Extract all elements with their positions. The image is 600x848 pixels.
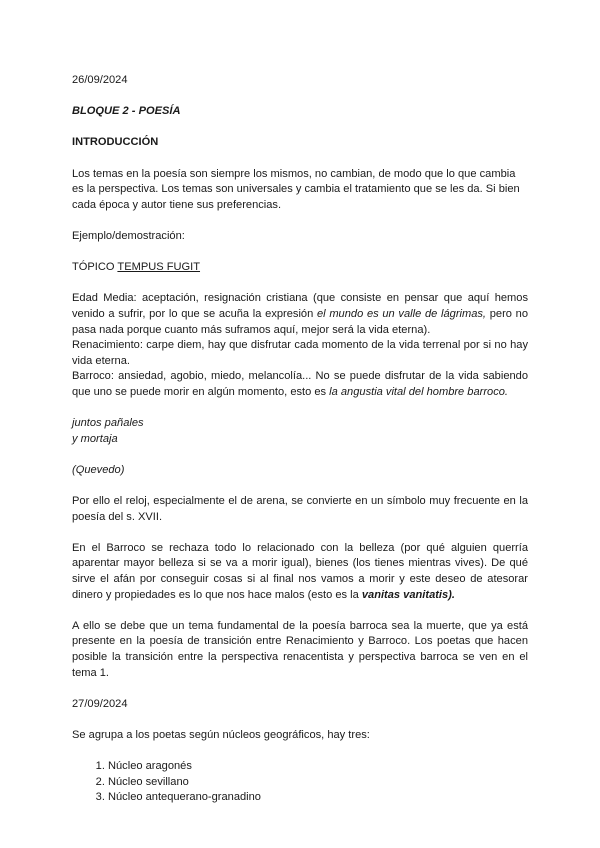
muerte-paragraph: A ello se debe que un tema fundamental de la poesía barroca sea la muerte, que ya está presente en la poesía de transición entre Renacimiento y Barroco. Los poetas que hacen posible la transición entre la perspectiva renacentista y perspectiva barroca se ven en el tema 1. — [72, 619, 528, 679]
list-item: 2. Núcleo sevillano — [108, 775, 528, 791]
barroco-italic: la angustia vital del hombre barroco. — [329, 385, 509, 398]
verse-author: (Quevedo) — [72, 463, 125, 476]
barroco-belleza-italic: vanitas vanitatis). — [361, 588, 455, 601]
barroco-belleza-paragraph — [72, 541, 528, 603]
verse-line-1: juntos pañales — [72, 417, 144, 430]
intro-heading: INTRODUCCIÓN — [72, 136, 159, 149]
document-page — [72, 73, 528, 806]
renacimiento-paragraph: Renacimiento: carpe diem, hay que disfrutar cada momento de la vida terrenal por si no hay vida eterna. — [72, 339, 528, 367]
reloj-paragraph: Por ello el reloj, especialmente el de arena, se convierte en un símbolo muy frecuente en la poesía del s. XVII. — [72, 495, 528, 523]
verse-line-2: y mortaja — [72, 432, 118, 445]
agrupa-paragraph: Se agrupa a los poetas según núcleos geográficos, hay tres: — [72, 728, 370, 741]
date-heading-2: 27/09/2024 — [72, 697, 128, 710]
ejemplo-label: Ejemplo/demostración: — [72, 229, 185, 242]
topico-name: TEMPUS FUGIT — [117, 261, 201, 274]
date-heading: 26/09/2024 — [72, 74, 128, 86]
barroco-paragraph — [72, 369, 528, 400]
intro-paragraph: Los temas en la poesía son siempre los mismos, no cambian, de modo que lo que cambia es la perspectiva. Los temas son universales y cambia el tratamiento que se les da. Si bien cada época y autor tiene sus preferencias. — [72, 167, 520, 211]
edad-media-italic: el mundo es un valle de lágrimas, — [316, 307, 487, 320]
topico-line — [72, 260, 528, 276]
bloque-title: BLOQUE 2 - POESÍA — [72, 105, 181, 118]
edad-media-end: pero no pasa nada porque cuanto más suframos aquí, mejor será la vida eterna). — [72, 307, 528, 336]
barroco-text: Barroco: ansiedad, agobio, miedo, melancolía... No se puede disfrutar de la vida sabiendo que uno se puede morir en algún momento, esto es — [72, 370, 528, 398]
nucleos-list — [72, 759, 528, 806]
topico-prefix: TÓPICO — [72, 261, 118, 274]
list-item: 3. Núcleo antequerano-granadino — [108, 790, 528, 806]
barroco-belleza-text: En el Barroco se rechaza todo lo relacionado con la belleza (por qué alguien querría aparentar mayor belleza si se va a morir igual), bienes (los tienes mientras vives). De qué sirve el afán por conseguir cosas si al final nos vamos a morir y este deseo de atesorar dinero y propiedades es lo que nos hace malos (esto es la — [72, 541, 528, 601]
list-item: 1. Núcleo aragonés — [108, 759, 528, 775]
edad-media-text: Edad Media: aceptación, resignación cristiana (que consiste en pensar que aquí hemos venido a sufrir, por lo que se acuña la expresión — [72, 292, 528, 320]
edad-media-paragraph — [72, 291, 528, 338]
